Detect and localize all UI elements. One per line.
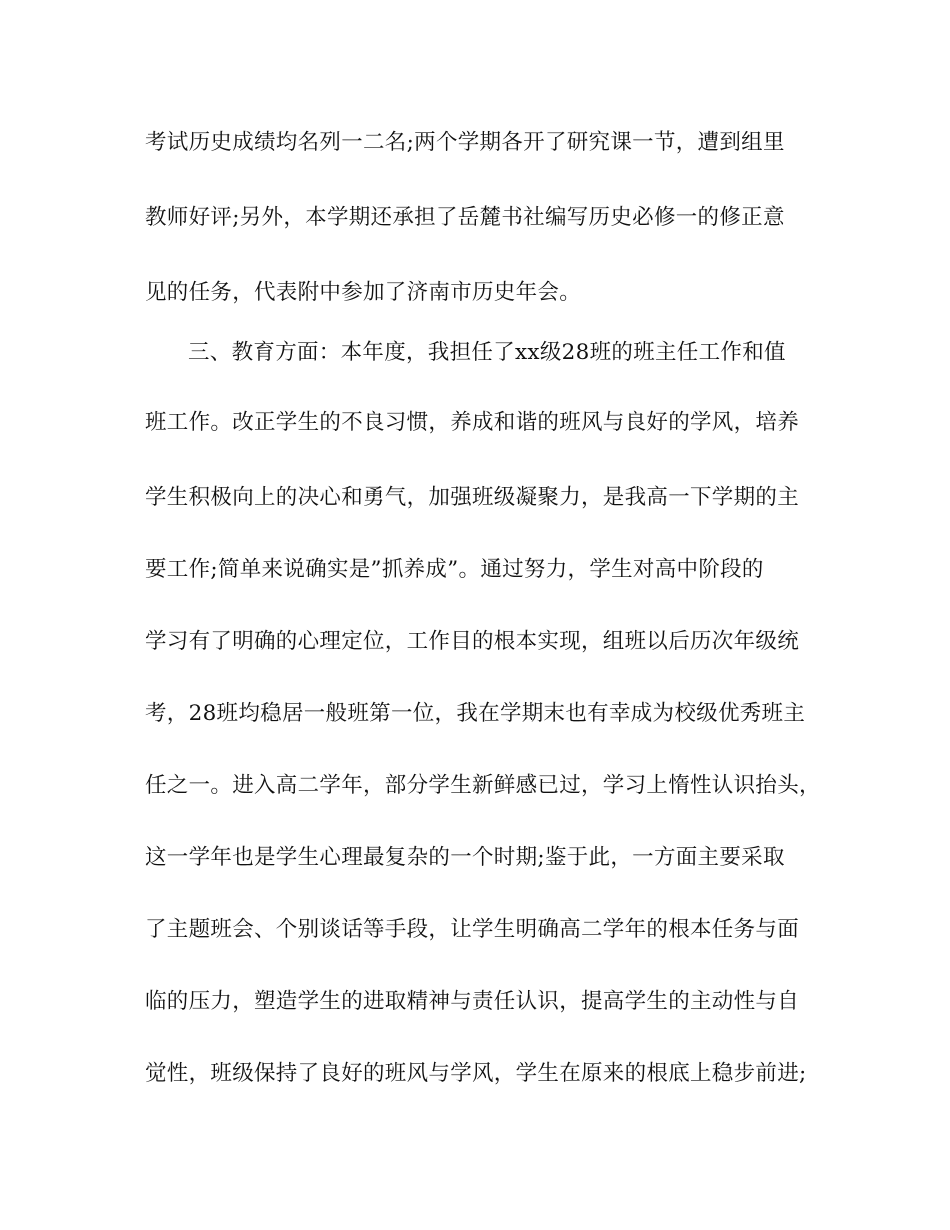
paragraph-line: 任之一。进入高二学年，部分学生新鲜感已过，学习上惰性认识抬头， xyxy=(145,773,821,798)
section-heading-line: 三、教育方面：本年度，我担任了xx级28班的班主任工作和值 xyxy=(188,340,786,365)
paragraph-line: 要工作;简单来说确实是”抓养成”。通过努力，学生对高中阶段的 xyxy=(145,557,764,582)
paragraph-line: 学习有了明确的心理定位，工作目的根本实现，组班以后历次年级统 xyxy=(145,629,800,654)
paragraph-line: 临的压力，塑造学生的进取精神与责任认识，提高学生的主动性与自 xyxy=(145,989,800,1014)
paragraph-line: 班工作。改正学生的不良习惯，养成和谐的班风与良好的学风，培养 xyxy=(145,410,800,435)
paragraph-line: 见的任务，代表附中参加了济南市历史年会。 xyxy=(145,280,582,305)
paragraph-line: 了主题班会、个别谈话等手段，让学生明确高二学年的根本任务与面 xyxy=(145,917,800,942)
paragraph-line: 考，28班均稳居一般班第一位，我在学期末也有幸成为校级优秀班主 xyxy=(145,701,806,726)
paragraph-line: 学生积极向上的决心和勇气，加强班级凝聚力，是我高一下学期的主 xyxy=(145,485,800,510)
paragraph-line: 这一学年也是学生心理最复杂的一个时期;鉴于此，一方面主要采取 xyxy=(145,845,785,870)
paragraph-line: 考试历史成绩均名列一二名;两个学期各开了研究课一节，遭到组里 xyxy=(145,130,785,155)
paragraph-line: 教师好评;另外，本学期还承担了岳麓书社编写历史必修一的修正意 xyxy=(145,205,785,230)
paragraph-line: 觉性，班级保持了良好的班风与学风，学生在原来的根底上稳步前进; xyxy=(145,1061,807,1086)
